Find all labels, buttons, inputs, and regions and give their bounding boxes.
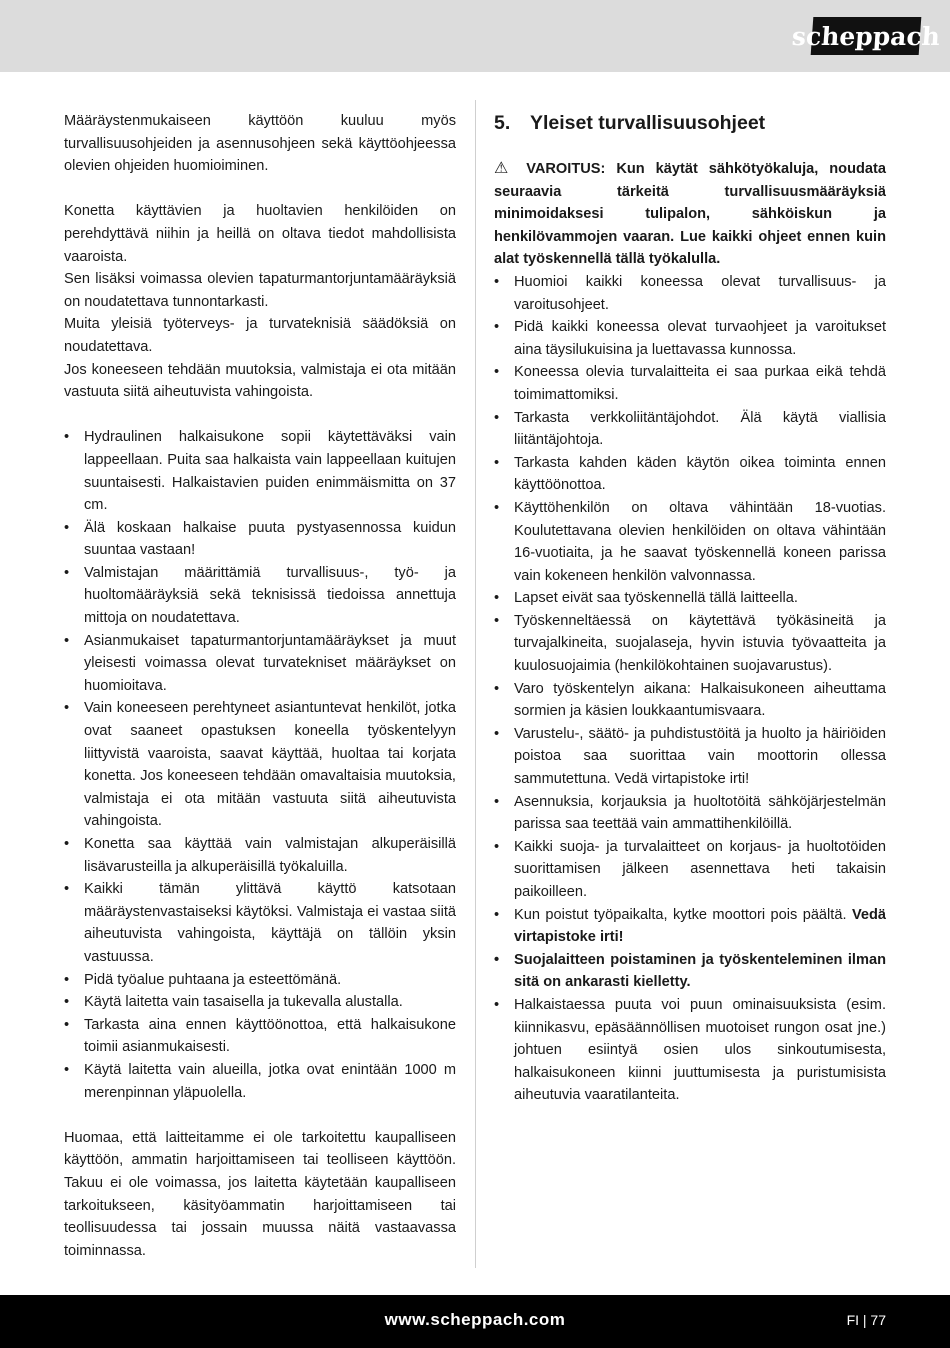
section-title: Yleiset turvallisuusohjeet xyxy=(530,112,766,134)
right-column xyxy=(494,110,886,1107)
list-item: • Pidä kaikki koneessa olevat turvaohjeet ja varoitukset aina täysilukuisina ja luettavassa kunnossa. xyxy=(494,316,886,361)
intro-paragraph: Muita yleisiä työterveys- ja turvateknisiä säädöksiä on noudatettava. xyxy=(64,316,456,355)
page-header xyxy=(0,0,950,72)
intro-paragraph: Määräystenmukaiseen käyttöön kuuluu myös turvallisuusohjeiden ja asennusohjeen sekä käyttöohjeessa olevien ohjeiden huomioiminen. xyxy=(64,113,456,175)
list-item: • Suojalaitteen poistaminen ja työskenteleminen ilman sitä on ankarasti kielletty. xyxy=(494,949,886,994)
list-item: • Käytä laitetta vain tasaisella ja tukevalla alustalla. xyxy=(64,991,456,1014)
list-item: • Kaikki tämän ylittävä käyttö katsotaan määräystenvastaiseksi käytöksi. Valmistaja ei vastaa siitä aiheutuvista vahingoista, käyttäjä on tällöin yksin vastuussa. xyxy=(64,878,456,968)
intro-paragraph: Jos koneeseen tehdään muutoksia, valmistaja ei ota mitään vastuuta siitä aiheutuvista vahingoista. xyxy=(64,361,456,401)
warning-paragraph xyxy=(494,158,886,271)
warning-text: VAROITUS: Kun käytät sähkötyökaluja, noudata seuraavia tärkeitä turvallisuusmääräyksiä minimoidaksesi tulipalon, sähköiskun ja henkilövammojen vaaran. Lue kaikki ohjeet ennen kuin alat työskennellä tällä työkalulla. xyxy=(494,161,886,268)
list-item: • Älä koskaan halkaise puuta pystyasennossa kuidun suuntaa vastaan! xyxy=(64,517,456,562)
unplug-bold-text: Vedä virtapistoke irti! xyxy=(514,906,887,946)
scheppach-logo: scheppach xyxy=(811,17,922,55)
list-item: • Vain koneeseen perehtyneet asiantuntevat henkilöt, jotka ovat saaneet opastuksen koneella työskentelyyn liittyvistä vaaroista, saavat käyttää, huoltaa tai korjata konetta. Jos koneeseen tehdään omavaltaisia muutoksia, valmistaja ei ota mitään vastuuta siitä aiheutuvista vahingoista. xyxy=(64,697,456,833)
section-heading xyxy=(494,110,886,136)
list-item: • Tarkasta verkkoliitäntäjohdot. Älä käytä viallisia liitäntäjohtoja. xyxy=(494,407,886,452)
list-item: • Varo työskentelyn aikana: Halkaisukoneen aiheuttama sormien ja käsien loukkaantumisvaara. xyxy=(494,678,886,723)
list-item: • Tarkasta kahden käden käytön oikea toiminta ennen käyttöönottoa. xyxy=(494,452,886,497)
closing-paragraph: Huomaa, että laitteitamme ei ole tarkoitettu kaupalliseen käyttöön, ammatin harjoittamiseen tai teolliseen käyttöön. Takuu ei ole voimassa, jos laitetta käytetään kaupalliseen tarkoitukseen, käsityöammatin harjoittamiseen tai teollisuudessa tai jossain muussa näitä vastaavassa toiminnassa. xyxy=(64,1129,456,1259)
page-number: FI | 77 xyxy=(846,1312,886,1328)
list-item: • Tarkasta aina ennen käyttöönottoa, että halkaisukone toimii asianmukaisesti. xyxy=(64,1014,456,1059)
list-item: • Valmistajan määrittämiä turvallisuus-, työ- ja huoltomääräyksiä sekä teknisissä tiedoissa annettuja mittoja on noudatettava. xyxy=(64,562,456,630)
column-divider xyxy=(475,100,476,1268)
list-item: • Konetta saa käyttää vain valmistajan alkuperäisillä lisävarusteilla ja alkuperäisillä työkaluilla. xyxy=(64,833,456,878)
list-item: • Huomioi kaikki koneessa olevat turvallisuus- ja varoitusohjeet. xyxy=(494,271,886,316)
list-item: • Pidä työalue puhtaana ja esteettömänä. xyxy=(64,969,456,992)
list-item: • Asennuksia, korjauksia ja huoltotöitä sähköjärjestelmän parissa saa teettää vain ammattihenkilöillä. xyxy=(494,791,886,836)
list-item xyxy=(494,904,886,949)
list-item: • Koneessa olevia turvalaitteita ei saa purkaa eikä tehdä toimimattomiksi. xyxy=(494,361,886,406)
intro-paragraph: Sen lisäksi voimassa olevien tapaturmantorjuntamääräyksiä on noudatettava tunnontarkasti. xyxy=(64,271,456,310)
page-footer xyxy=(0,1295,950,1348)
unplug-text: Kun poistut työpaikalta, kytke moottori pois päältä. xyxy=(514,906,847,923)
list-item: • Varustelu-, säätö- ja puhdistustöitä ja huolto ja häiriöiden poistoa saa suorittaa vain moottorin ollessa sammutettuna. Vedä virtapistoke irti! xyxy=(494,723,886,791)
list-item: • Kaikki suoja- ja turvalaitteet on korjaus- ja huoltotöiden suorittamisen jälkeen asennettava heti takaisin paikoilleen. xyxy=(494,836,886,904)
list-item: • Asianmukaiset tapaturmantorjuntamääräykset ja muut yleisesti voimassa olevat turvatekniset määräykset on huomioitava. xyxy=(64,630,456,698)
list-item: • Työskenneltäessä on käytettävä työkäsineitä ja turvajalkineita, suojalaseja, hyvin istuvia työvaatteita ja kuulosuojaimia (henkilökohtainen suojavarustus). xyxy=(494,610,886,678)
warning-triangle-icon: ⚠ xyxy=(494,160,516,177)
footer-url: www.scheppach.com xyxy=(384,1310,566,1329)
list-item: • Lapset eivät saa työskennellä tällä laitteella. xyxy=(494,587,886,610)
list-item: • Käyttöhenkilön on oltava vähintään 18-vuotias. Koulutettavana olevien henkilöiden on oltava vähintään 16-vuotiaita, ja he saavat työskennellä koneen parissa vain kokeneen henkilön valvonnassa. xyxy=(494,497,886,587)
list-item: • Käytä laitetta vain alueilla, jotka ovat enintään 1000 m merenpinnan yläpuolella. xyxy=(64,1059,456,1104)
left-column xyxy=(64,110,456,1262)
list-item: • Hydraulinen halkaisukone sopii käytettäväksi vain lappeellaan. Puita saa halkaista vain lappeellaan kuitujen suuntaisesti. Halkaistavien puiden enimmäismitta on 37 cm. xyxy=(64,426,456,516)
list-item: • Halkaistaessa puuta voi puun ominaisuuksista (esim. kiinnikasvu, epäsäännöllisen muotoiset rungon osat jne.) johtuen esiintyä osien ulos sinkoutumisesta, halkaisukoneen kiinni juuttumisesta ja puristumisista aiheutuvia vaaratilanteita. xyxy=(494,994,886,1107)
right-bullet-list xyxy=(494,271,886,1107)
section-number: 5. xyxy=(494,112,511,134)
intro-paragraph: Konetta käyttävien ja huoltavien henkilöiden on perehdyttävä niihin ja heillä on oltava tiedot mahdollisista vaaroista. xyxy=(64,203,456,265)
left-bullet-list xyxy=(64,426,456,1104)
